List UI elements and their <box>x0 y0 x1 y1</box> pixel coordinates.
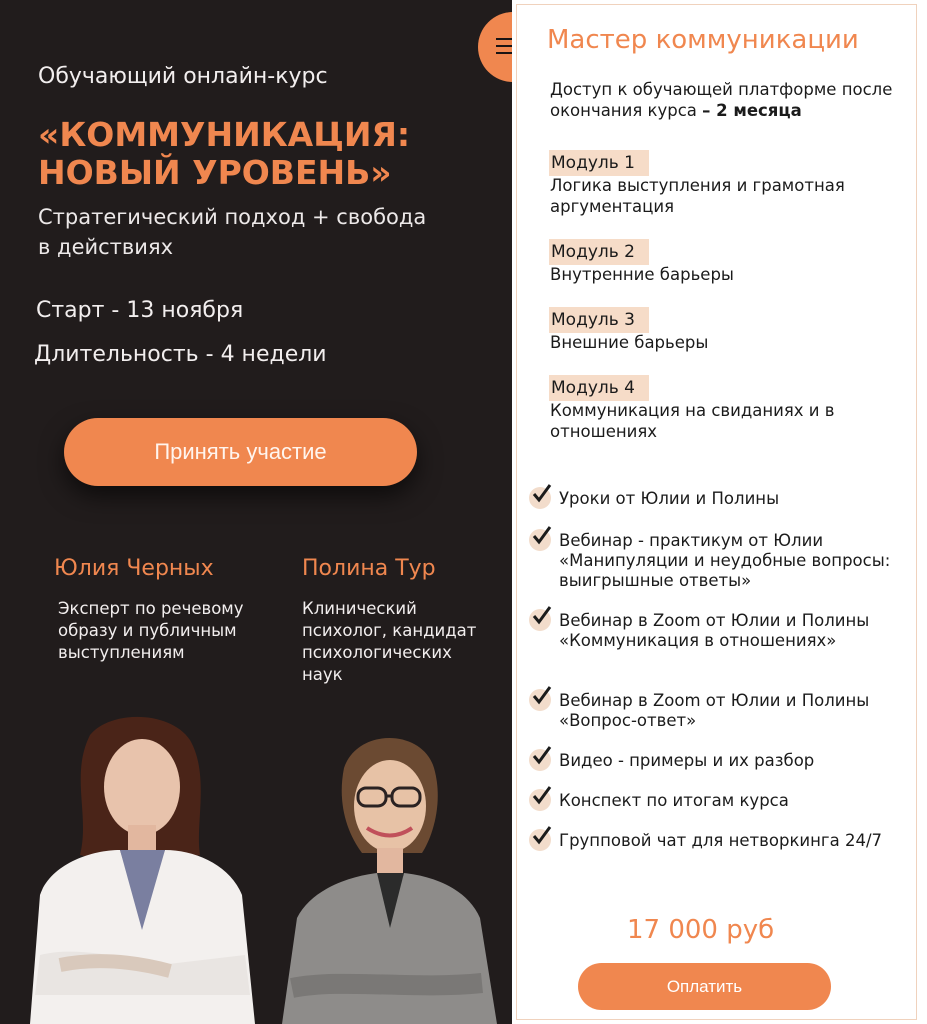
checkmark-icon <box>529 749 551 771</box>
hamburger-icon <box>496 38 512 59</box>
checkmark-icon <box>529 689 551 711</box>
module-label: Модуль 2 <box>549 239 649 265</box>
join-course-button[interactable]: Принять участие <box>64 418 417 486</box>
feature-text: Вебинар - практикум от Юлии «Манипуляции и неудобные вопросы: выигрышные ответы» <box>559 531 891 590</box>
feature-text: Видео - примеры и их разбор <box>559 751 815 770</box>
module-description: Логика выступления и грамотная аргументация <box>550 176 845 216</box>
access-value: – 2 месяца <box>702 101 802 120</box>
access-info <box>550 79 910 121</box>
expert-name-polina: Полина Тур <box>302 556 436 581</box>
module-description: Внутренние барьеры <box>550 265 734 284</box>
pay-button[interactable]: Оплатить <box>578 963 831 1010</box>
checkmark-icon <box>529 487 551 509</box>
course-start-date: Старт - 13 ноября <box>36 298 244 323</box>
module-label: Модуль 1 <box>549 150 649 176</box>
module-description: Внешние барьеры <box>550 333 709 352</box>
feature-text: Вебинар в Zoom от Юлии и Полины «Коммуникация в отношениях» <box>559 611 870 650</box>
expert-desc-yulia: Эксперт по речевому образу и публичным выступлениям <box>58 599 244 662</box>
feature-text: Вебинар в Zoom от Юлии и Полины «Вопрос-ответ» <box>559 691 870 730</box>
feature-text: Уроки от Юлии и Полины <box>559 489 780 508</box>
course-title: «КОММУНИКАЦИЯ: НОВЫЙ УРОВЕНЬ» <box>38 115 411 192</box>
checkmark-icon <box>529 609 551 631</box>
expert-photo-polina <box>262 728 502 1024</box>
course-subtitle: Стратегический подход + свобода в действиях <box>38 205 427 259</box>
access-text: Доступ к обучающей платформе после окончания курса <box>550 80 893 120</box>
feature-text: Групповой чат для нетворкинга 24/7 <box>559 831 882 850</box>
feature-text: Конспект по итогам курса <box>559 791 789 810</box>
module-label: Модуль 3 <box>549 307 649 333</box>
expert-photo-yulia <box>20 715 260 1024</box>
checkmark-icon <box>529 529 551 551</box>
checkmark-icon <box>529 829 551 851</box>
course-kicker: Обучающий онлайн-курс <box>38 64 328 89</box>
menu-button[interactable] <box>478 12 512 82</box>
price: 17 000 руб <box>627 915 775 945</box>
pricing-card <box>516 4 917 1020</box>
module-label: Модуль 4 <box>549 375 649 401</box>
plan-title: Мастер коммуникации <box>547 25 859 55</box>
expert-name-yulia: Юлия Черных <box>54 556 214 581</box>
expert-desc-polina: Клинический психолог, кандидат психологических наук <box>302 599 477 684</box>
course-duration: Длительность - 4 недели <box>34 342 327 367</box>
module-description: Коммуникация на свиданиях и в отношениях <box>550 401 835 441</box>
checkmark-icon <box>529 789 551 811</box>
